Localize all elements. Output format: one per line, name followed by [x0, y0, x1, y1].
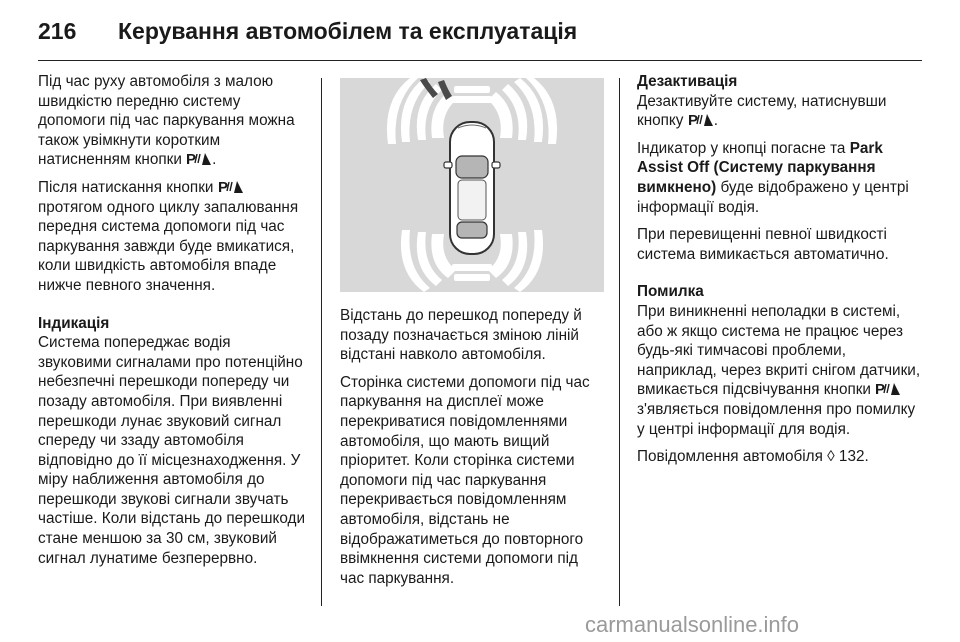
paragraph-ignition-cycle: Після натискання кнопки P протягом одного циклу запалювання передня система допомоги під час паркування завжди буде вмикатися, коли швидкість автомобіля впаде нижче певного значення.: [38, 178, 299, 294]
page-title: Керування автомобілем та експлуатація: [118, 18, 578, 44]
column-left: [38, 72, 308, 576]
park-assist-icon: [688, 112, 714, 127]
paragraph-indication: Індикація Система попереджає водія звуковими сигналами про потенційно небезпечні перешкоди попереду чи позаду автомобіля. При виявленні перешкоди лунає звуковий сигнал спереду чи ззаду автомобіля відповідно до її місцезнаходження. У міру наближення автомобіля до перешкоди звукові сигнали звучать частіше. Коли відстань до перешкоди стане меншою за 30 см, звуковий сигнал лунатиме безперервно.: [38, 314, 308, 569]
parking-distance-figure: [340, 78, 604, 292]
column-middle: [340, 72, 604, 596]
park-assist-icon: [218, 179, 244, 194]
paragraph-speed-off: При перевищенні певної швидкості система вимикається автоматично.: [637, 226, 889, 263]
svg-text:P: P: [186, 151, 197, 167]
park-assist-icon: [875, 381, 901, 396]
heading-indication: Індикація: [38, 314, 110, 332]
page-number: 216: [38, 18, 77, 44]
header-rule: [38, 60, 922, 61]
svg-text:P: P: [687, 112, 698, 128]
figure-caption: Відстань до перешкод попереду й позаду позначається зміною ліній відстані навколо автомобіля.: [340, 307, 582, 364]
column-divider-1: [321, 78, 322, 606]
svg-text:P: P: [875, 381, 886, 397]
heading-deactivation: Дезактивація: [637, 73, 738, 90]
page-header: [38, 18, 922, 54]
watermark: carmanualsonline.info: [585, 612, 800, 637]
column-right: [637, 72, 927, 475]
paragraph-display-page: Сторінка системи допомоги під час паркування на дисплеї може перекриватися повідомленнями автомобіля, що мають вищий пріоритет. Коли сторінка системи допомоги під час паркування перекривається повідомленням автомобіля, відстань не відображатиметься до повторного ввімкнення системи допомоги під час паркування.: [340, 373, 590, 587]
paragraph-deactivation: Дезактивація Дезактивуйте систему, натиснувши кнопку P .: [637, 72, 927, 131]
paragraph-front-activation: Під час руху автомобіля з малою швидкістю передню систему допомоги під час паркування можна також увімкнути коротким натисненням кнопки P .: [38, 73, 295, 169]
park-assist-off-label: Park Assist Off (Систему паркування вимкнено): [637, 139, 883, 196]
paragraph-error: Помилка При виникненні неполадки в системі, або ж якщо система не працює через будь-які тимчасові проблеми, наприклад, через вкриті снігом датчики, вмикається підсвічування кнопки P з'являється повідомлення про помилку у центрі інформації для водія.: [637, 282, 927, 439]
column-divider-2: [619, 78, 620, 606]
car-top-view-icon: [340, 78, 604, 292]
heading-error: Помилка: [637, 283, 704, 301]
paragraph-indicator-off: Індикатор у кнопці погасне та Park Assist Off (Систему паркування вимкнено) буде відображено у центрі інформації водія.: [637, 139, 909, 216]
svg-text:P: P: [217, 178, 228, 194]
page-reference-link[interactable]: ◊ 132.: [827, 448, 869, 466]
park-assist-icon: [186, 151, 212, 166]
paragraph-vehicle-messages: Повідомлення автомобіля ◊ 132.: [637, 448, 869, 466]
